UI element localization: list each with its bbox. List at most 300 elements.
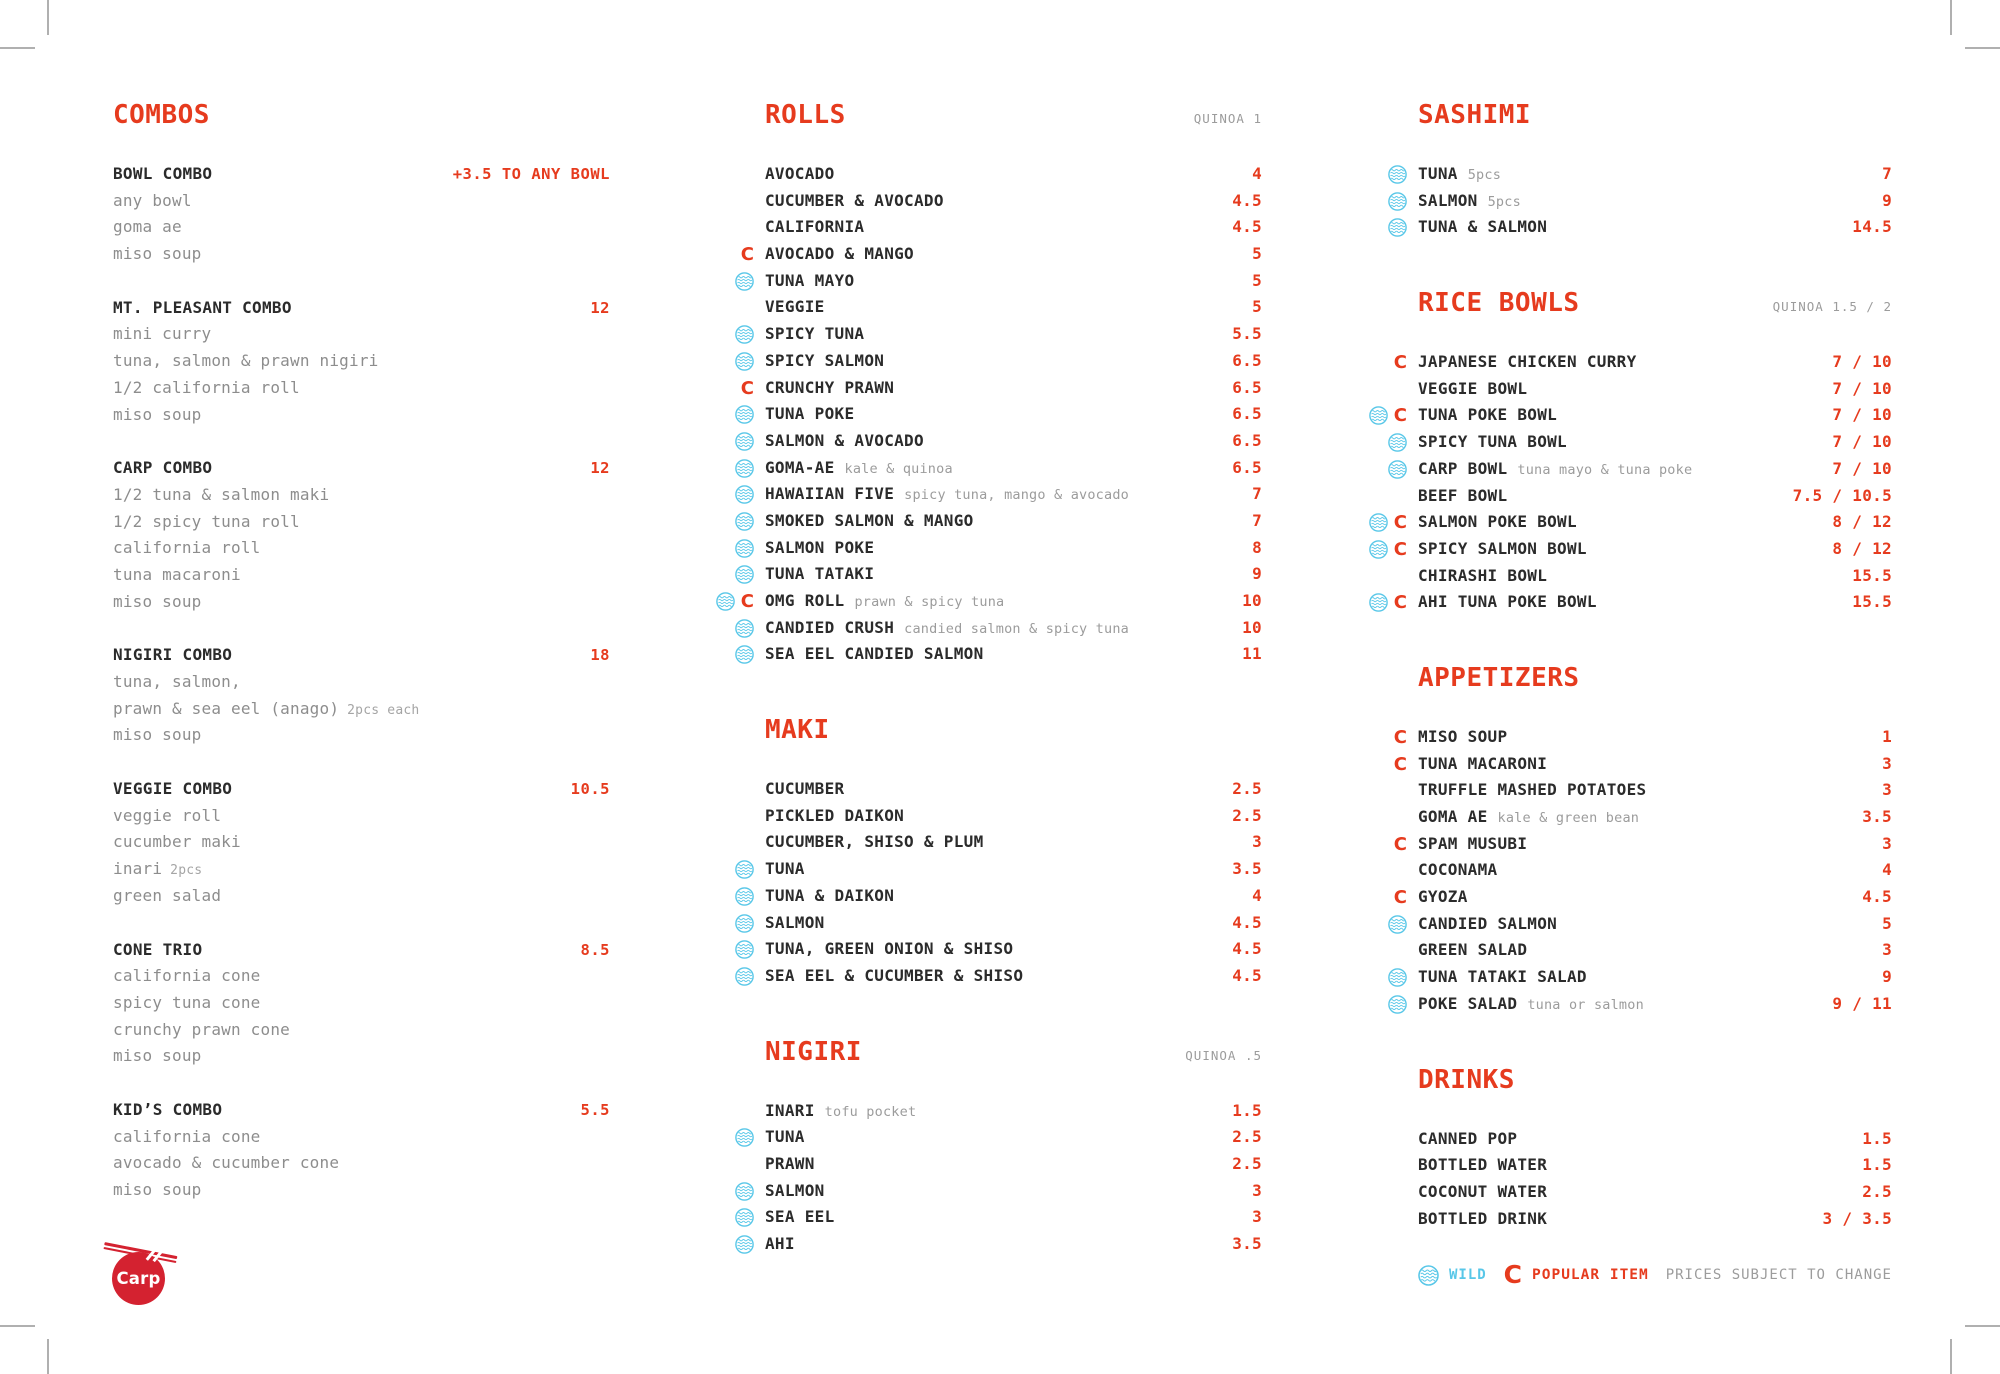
combo-line: mini curry — [113, 324, 212, 344]
item-desc: tofu pocket — [824, 1103, 917, 1120]
combo-line: any bowl — [113, 190, 192, 210]
middle-column — [740, 100, 1262, 1261]
item-name: POKE SALAD tuna or salmon — [1418, 993, 1644, 1013]
item-name: SPICY TUNA BOWL — [1418, 432, 1567, 452]
combo-line: inari 2pcs — [113, 859, 203, 879]
item-price: 2.5 — [1232, 779, 1262, 799]
menu-item-row — [765, 404, 1262, 431]
menu-section — [1418, 100, 1892, 244]
item-name: TUNA TATAKI — [765, 564, 875, 584]
item-price: 5 — [1252, 244, 1262, 264]
item-price: 1 — [1882, 726, 1892, 746]
combo-line: california cone — [113, 966, 261, 986]
item-name: GOMA-AE kale & quinoa — [765, 457, 953, 477]
menu-item-row — [765, 458, 1262, 485]
item-name: TUNA POKE BOWL — [1418, 405, 1558, 425]
item-price: 7 / 10 — [1832, 352, 1892, 372]
item-price: 8 — [1252, 537, 1262, 557]
wild-icon — [1369, 406, 1388, 425]
menu-item-row — [1418, 967, 1892, 994]
item-price: 3 — [1882, 753, 1892, 773]
menu-item-row — [1393, 512, 1892, 539]
item-price: 5 — [1252, 270, 1262, 290]
menu-item-row — [1418, 1209, 1892, 1236]
menu-item-row — [765, 913, 1262, 940]
popular-icon: C — [1393, 833, 1407, 855]
combo-block — [113, 164, 610, 271]
menu-item-row — [1418, 459, 1892, 486]
item-name: OMG ROLL prawn & spicy tuna — [765, 591, 1005, 610]
item-price: 9 — [1882, 190, 1892, 210]
item-price: 1.5 — [1862, 1128, 1892, 1148]
wild-icon — [735, 485, 754, 504]
wild-icon — [1388, 165, 1407, 184]
wild-icon — [1418, 1265, 1439, 1286]
combo-name: CONE TRIO — [113, 939, 203, 959]
item-price: 9 / 11 — [1832, 993, 1892, 1013]
item-name: AVOCADO & MANGO — [765, 244, 914, 264]
popular-icon: C — [1393, 726, 1407, 748]
section-title: APPETIZERS — [1418, 662, 1580, 693]
combo-line-note: 2pcs — [170, 863, 203, 879]
item-icons — [741, 379, 754, 398]
combo-line: miso soup — [113, 244, 202, 264]
item-name: AVOCADO — [765, 164, 835, 183]
menu-item-row — [740, 244, 1262, 271]
crop-mark-top-right-h — [1965, 47, 2000, 49]
crop-mark-bottom-left-h — [0, 1325, 35, 1327]
item-name: CUCUMBER — [765, 779, 845, 799]
menu-item-row — [765, 431, 1262, 458]
item-icons — [1369, 593, 1407, 612]
menu-item-row — [1418, 780, 1892, 807]
combo-line: cucumber maki — [113, 832, 241, 852]
item-price: 9 — [1252, 564, 1262, 584]
section-title: SASHIMI — [1418, 100, 1532, 130]
menu-item-row — [1418, 566, 1892, 593]
item-price: 2.5 — [1232, 1127, 1262, 1147]
item-icons — [735, 459, 754, 478]
menu-item-row — [765, 351, 1262, 378]
combo-line: 1/2 tuna & salmon maki — [113, 484, 330, 504]
menu-item-row — [765, 564, 1262, 591]
item-icons — [1369, 540, 1407, 559]
crop-mark-bottom-right-h — [1965, 1325, 2000, 1327]
combo-block — [113, 645, 610, 752]
item-name: BOTTLED WATER — [1418, 1155, 1548, 1175]
wild-icon — [1388, 433, 1407, 452]
carp-logo — [111, 1249, 167, 1305]
menu-item-row — [1418, 940, 1892, 967]
wild-icon — [735, 1235, 754, 1254]
item-icons — [735, 1208, 754, 1227]
combo-name-row — [113, 458, 610, 485]
item-name: TUNA — [765, 1127, 805, 1147]
item-price: 8 / 12 — [1832, 512, 1892, 532]
item-price: 9 — [1882, 967, 1892, 987]
combo-line-note: 2pcs each — [347, 702, 420, 718]
item-name: BEEF BOWL — [1418, 485, 1508, 505]
item-name: SALMON — [765, 1180, 825, 1200]
item-price: 7 — [1882, 164, 1892, 183]
item-name: TUNA TATAKI SALAD — [1418, 967, 1587, 987]
combo-line: prawn & sea eel (anago) 2pcs each — [113, 698, 420, 718]
menu-item-row — [1393, 352, 1892, 379]
item-price: 6.5 — [1232, 457, 1262, 477]
combo-line: green salad — [113, 885, 222, 905]
item-price: 15.5 — [1852, 592, 1892, 612]
combo-line: tuna macaroni — [113, 564, 241, 584]
wild-icon — [1388, 192, 1407, 211]
item-name: TUNA POKE — [765, 404, 855, 424]
item-icons — [735, 619, 754, 638]
item-icons — [735, 860, 754, 879]
item-price: 4.5 — [1232, 965, 1262, 985]
item-price: 6.5 — [1232, 404, 1262, 424]
item-icons — [735, 325, 754, 344]
item-name: TUNA, GREEN ONION & SHISO — [765, 939, 1014, 959]
section-header — [1418, 663, 1892, 693]
menu-item-row — [765, 271, 1262, 298]
combo-name-row — [113, 164, 610, 191]
prices-notice: PRICES SUBJECT TO CHANGE — [1665, 1267, 1892, 1283]
combo-line: 1/2 california roll — [113, 377, 300, 397]
item-desc: spicy tuna, mango & avocado — [904, 487, 1129, 504]
item-name: CUCUMBER, SHISO & PLUM — [765, 832, 984, 852]
item-name: HAWAIIAN FIVE spicy tuna, mango & avocado — [765, 484, 1129, 504]
item-price: 8 / 12 — [1832, 538, 1892, 558]
menu-item-row — [1418, 164, 1892, 191]
item-price: 3.5 — [1232, 1234, 1262, 1253]
section-header — [113, 100, 610, 130]
item-name: SEA EEL CANDIED SALMON — [765, 644, 984, 664]
item-price: 3.5 — [1232, 859, 1262, 879]
menu-item-row — [765, 859, 1262, 886]
item-price: 4.5 — [1862, 887, 1892, 907]
combo-line: california cone — [113, 1126, 261, 1146]
wild-icon — [1388, 218, 1407, 237]
item-name: TUNA MACARONI — [1418, 753, 1548, 773]
item-price: 6.5 — [1232, 430, 1262, 450]
item-name: GOMA AE kale & green bean — [1418, 807, 1640, 826]
crop-mark-top-left-v — [47, 0, 49, 35]
menu-section — [1418, 1065, 1892, 1236]
wild-icon — [1369, 513, 1388, 532]
wild-icon — [1369, 540, 1388, 559]
combo-name-row — [113, 1100, 610, 1127]
item-price: 3 — [1882, 940, 1892, 960]
item-name: INARI tofu pocket — [765, 1100, 917, 1120]
item-name: MISO SOUP — [1418, 726, 1508, 746]
item-name: GYOZA — [1418, 887, 1468, 907]
item-name: TUNA — [765, 859, 805, 879]
wild-icon — [735, 914, 754, 933]
item-price: 15.5 — [1852, 565, 1892, 585]
item-icons — [741, 245, 754, 264]
combo-price: 8.5 — [580, 940, 610, 959]
menu-item-row — [765, 511, 1262, 538]
menu-item-row — [765, 886, 1262, 913]
legend-wild — [1418, 1265, 1487, 1286]
section-note: QUINOA 1.5 / 2 — [1772, 299, 1892, 315]
popular-icon: C — [1393, 512, 1407, 534]
menu-item-row — [1418, 432, 1892, 459]
item-name: SEA EEL & CUCUMBER & SHISO — [765, 965, 1024, 985]
menu-section — [1393, 662, 1892, 1021]
combo-price: 12 — [590, 459, 610, 478]
item-name: PRAWN — [765, 1153, 815, 1173]
item-icons — [735, 645, 754, 664]
menu-item-row — [765, 1234, 1262, 1261]
item-name: PICKLED DAIKON — [765, 805, 905, 825]
wild-label: WILD — [1449, 1267, 1487, 1283]
item-price: 7 — [1252, 484, 1262, 504]
item-name: CHIRASHI BOWL — [1418, 565, 1548, 585]
menu-item-row — [765, 1181, 1262, 1208]
item-icons — [1388, 968, 1407, 987]
combo-line: california roll — [113, 538, 261, 558]
item-name: CANDIED SALMON — [1418, 913, 1558, 933]
item-price: 4.5 — [1232, 939, 1262, 959]
wild-icon — [735, 1182, 754, 1201]
combo-name-row — [113, 779, 610, 806]
menu-item-row — [1418, 807, 1892, 834]
item-price: 10 — [1242, 617, 1262, 637]
popular-icon: C — [1393, 538, 1407, 560]
popular-icon: C — [1393, 352, 1407, 374]
item-price: 4.5 — [1232, 912, 1262, 932]
item-name: SPICY TUNA — [765, 324, 865, 344]
combo-line: miso soup — [113, 591, 202, 611]
item-icons — [1388, 165, 1407, 184]
section-note: QUINOA 1 — [1193, 111, 1262, 126]
item-icons — [735, 565, 754, 584]
item-icons — [735, 1182, 754, 1201]
wild-icon — [735, 940, 754, 959]
menu-item-row — [1418, 1129, 1892, 1156]
section-title: COMBOS — [113, 100, 210, 130]
menu-item-row — [1393, 887, 1892, 914]
menu-item-row — [740, 591, 1262, 618]
wild-icon — [716, 592, 735, 611]
item-name: SPICY SALMON BOWL — [1418, 538, 1587, 558]
item-icons — [735, 512, 754, 531]
item-name: SMOKED SALMON & MANGO — [765, 510, 974, 530]
combos-column — [113, 100, 610, 1207]
item-desc: 5pcs — [1487, 193, 1521, 210]
menu-item-row — [765, 191, 1262, 218]
item-desc: tuna or salmon — [1527, 996, 1644, 1013]
combo-name: CARP COMBO — [113, 458, 213, 478]
item-name: SALMON & AVOCADO — [765, 430, 924, 450]
wild-icon — [1388, 460, 1407, 479]
item-price: 7 — [1252, 510, 1262, 530]
item-name: CUCUMBER & AVOCADO — [765, 190, 944, 210]
combo-line: spicy tuna cone — [113, 992, 261, 1012]
item-price: 4 — [1882, 860, 1892, 880]
combo-line: tuna, salmon, — [113, 672, 241, 691]
item-name: SPAM MUSUBI — [1418, 833, 1528, 853]
combo-name: NIGIRI COMBO — [113, 645, 233, 665]
item-desc: 5pcs — [1467, 167, 1502, 183]
wild-icon — [735, 512, 754, 531]
wild-icon — [1388, 915, 1407, 934]
item-icons — [735, 967, 754, 986]
menu-item-row — [1393, 592, 1892, 619]
section-header — [1418, 1065, 1892, 1095]
wild-icon — [735, 565, 754, 584]
combo-line: 1/2 spicy tuna roll — [113, 511, 300, 531]
item-name: COCONAMA — [1418, 860, 1498, 880]
crop-mark-bottom-left-v — [47, 1339, 49, 1374]
combo-line: miso soup — [113, 404, 202, 424]
item-icons — [1388, 915, 1407, 934]
item-icons — [735, 485, 754, 504]
popular-icon: C — [1393, 592, 1407, 614]
item-icons — [1394, 888, 1407, 907]
section-title: NIGIRI — [765, 1036, 862, 1067]
item-name: SEA EEL — [765, 1207, 835, 1227]
item-price: 7 / 10 — [1832, 458, 1892, 478]
wild-icon — [735, 619, 754, 638]
combo-block — [113, 1100, 610, 1207]
wild-icon — [735, 405, 754, 424]
item-price: 2.5 — [1232, 805, 1262, 825]
popular-icon: C — [740, 591, 754, 612]
combo-price: 5.5 — [580, 1100, 610, 1119]
menu-item-row — [740, 377, 1262, 405]
wild-icon — [735, 272, 754, 291]
wild-icon — [1388, 968, 1407, 987]
item-price: 10 — [1242, 591, 1262, 610]
item-name: BOTTLED DRINK — [1418, 1208, 1548, 1228]
menu-item-row — [765, 1127, 1262, 1154]
item-name: TRUFFLE MASHED POTATOES — [1418, 780, 1647, 800]
item-desc: kale & green bean — [1497, 810, 1640, 826]
item-icons — [1388, 192, 1407, 211]
combo-name-row — [113, 940, 610, 967]
section-title: RICE BOWLS — [1418, 288, 1580, 319]
menu-item-row — [1418, 914, 1892, 941]
popular-icon: C — [740, 244, 754, 266]
menu-item-row — [765, 297, 1262, 324]
wild-icon — [735, 887, 754, 906]
popular-icon: C — [1393, 887, 1407, 909]
section-header — [765, 1037, 1262, 1067]
combo-name: VEGGIE COMBO — [113, 779, 233, 799]
item-price: 3 — [1252, 832, 1262, 852]
item-price: 7.5 / 10.5 — [1792, 485, 1892, 505]
menu-item-row — [1393, 753, 1892, 781]
combo-price: +3.5 TO ANY BOWL — [452, 165, 610, 183]
item-icons — [735, 272, 754, 291]
menu-item-row — [765, 164, 1262, 191]
item-desc: candied salmon & spicy tuna — [904, 620, 1129, 637]
popular-icon: C — [740, 377, 754, 399]
menu-item-row — [1418, 486, 1892, 513]
combo-name: KID’S COMBO — [113, 1099, 223, 1119]
wild-icon — [735, 459, 754, 478]
item-price: 5.5 — [1232, 324, 1262, 344]
section-note: QUINOA .5 — [1185, 1047, 1262, 1063]
item-price: 1.5 — [1862, 1155, 1892, 1175]
item-icons — [1388, 460, 1407, 479]
combo-block — [113, 779, 610, 912]
menu-item-row — [765, 832, 1262, 859]
wild-icon — [735, 539, 754, 558]
menu-section — [1393, 288, 1892, 619]
legend-bar — [1418, 1260, 1892, 1289]
item-price: 6.5 — [1232, 377, 1262, 397]
combo-name-row — [113, 298, 610, 325]
menu-item-row — [765, 217, 1262, 244]
combo-name-row — [113, 645, 610, 672]
combo-line: goma ae — [113, 217, 182, 237]
combo-block — [113, 298, 610, 431]
crop-mark-top-left-h — [0, 47, 35, 49]
menu-item-row — [1393, 726, 1892, 754]
item-icons — [1369, 513, 1407, 532]
item-icons — [735, 539, 754, 558]
item-name: COCONUT WATER — [1418, 1181, 1548, 1201]
item-name: TUNA 5pcs — [1418, 164, 1502, 183]
item-icons — [735, 940, 754, 959]
item-price: 14.5 — [1852, 217, 1892, 237]
wild-icon — [735, 645, 754, 664]
section-title: DRINKS — [1418, 1064, 1515, 1095]
item-name: JAPANESE CHICKEN CURRY — [1418, 352, 1637, 372]
item-icons — [1388, 995, 1407, 1014]
legend-popular — [1503, 1260, 1649, 1289]
combos-section — [113, 100, 610, 1207]
combo-name: BOWL COMBO — [113, 164, 213, 183]
menu-item-row — [765, 618, 1262, 645]
combo-line: miso soup — [113, 725, 202, 745]
item-icons — [1394, 835, 1407, 854]
menu-item-row — [1418, 994, 1892, 1021]
item-price: 4 — [1252, 164, 1262, 183]
menu-item-row — [1418, 1182, 1892, 1209]
menu-item-row — [1393, 405, 1892, 432]
item-name: CARP BOWL tuna mayo & tuna poke — [1418, 458, 1693, 478]
item-name: GREEN SALAD — [1418, 940, 1528, 960]
wild-icon — [735, 325, 754, 344]
item-price: 3 — [1252, 1180, 1262, 1200]
wild-icon — [735, 352, 754, 371]
item-name: CALIFORNIA — [765, 217, 865, 237]
menu-item-row — [765, 1207, 1262, 1234]
item-icons — [735, 914, 754, 933]
menu-section — [765, 1037, 1262, 1261]
item-desc: tuna mayo & tuna poke — [1517, 461, 1693, 478]
item-name: TUNA & SALMON — [1418, 217, 1548, 237]
item-name: VEGGIE BOWL — [1418, 378, 1528, 398]
item-price: 3 — [1882, 780, 1892, 800]
menu-item-row — [765, 324, 1262, 351]
popular-icon: C — [1393, 405, 1407, 427]
item-price: 7 / 10 — [1832, 432, 1892, 452]
combo-name: MT. PLEASANT COMBO — [113, 297, 292, 317]
wild-icon — [735, 967, 754, 986]
section-header — [765, 715, 1262, 745]
section-title: ROLLS — [765, 100, 846, 130]
item-icons — [735, 887, 754, 906]
menu-item-row — [765, 939, 1262, 966]
item-price: 3 — [1882, 833, 1892, 853]
item-name: SALMON POKE BOWL — [1418, 512, 1577, 532]
combo-price: 12 — [590, 298, 610, 317]
wild-icon — [1388, 995, 1407, 1014]
